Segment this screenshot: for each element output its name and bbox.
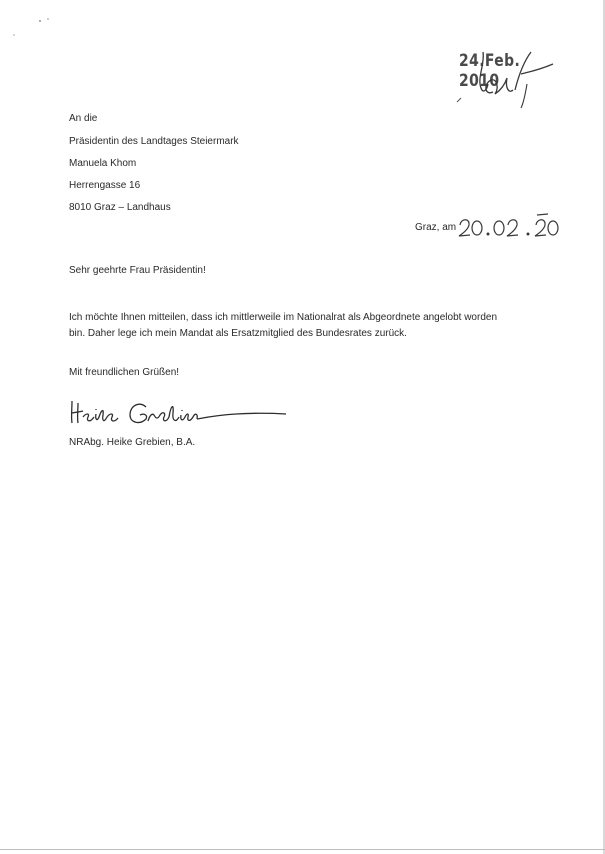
recipient-line-4: Herrengasse 16 xyxy=(69,180,141,191)
page-edge-bottom xyxy=(0,849,605,850)
body-line-1: Ich möchte Ihnen mitteilen, dass ich mittlerweile im Nationalrat als Abgeordnete angelobt worden xyxy=(69,312,498,323)
handwritten-date xyxy=(415,213,565,239)
signer-name: NRAbg. Heike Grebien, B.A. xyxy=(69,437,196,448)
received-date: 24.Feb. 2010 xyxy=(459,51,521,91)
recipient-line-1: An die xyxy=(69,113,98,124)
signature xyxy=(68,395,288,429)
body-line-2: bin. Daher lege ich mein Mandat als Ersatzmitglied des Bundesrates zurück. xyxy=(69,328,407,339)
recipient-line-5: 8010 Graz – Landhaus xyxy=(69,202,171,213)
received-stamp xyxy=(455,44,575,114)
scan-specks xyxy=(0,0,80,40)
recipient-line-2: Präsidentin des Landtages Steiermark xyxy=(69,136,239,147)
place-date-prefix: Graz, am xyxy=(415,222,457,233)
salutation: Sehr geehrte Frau Präsidentin! xyxy=(69,265,206,276)
closing: Mit freundlichen Grüßen! xyxy=(69,367,180,378)
recipient-line-3: Manuela Khom xyxy=(69,158,137,169)
handwritten-initials xyxy=(455,44,575,114)
